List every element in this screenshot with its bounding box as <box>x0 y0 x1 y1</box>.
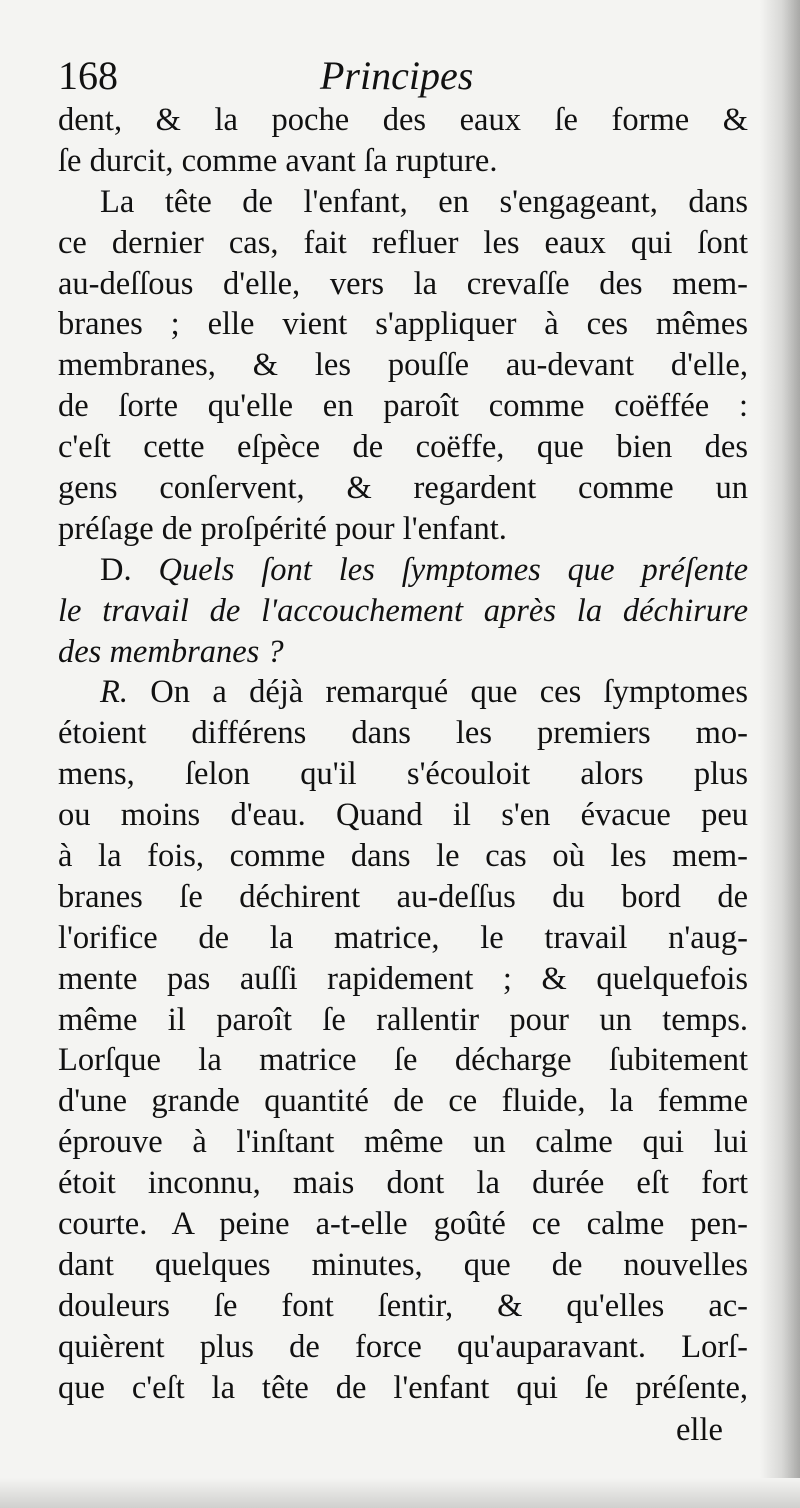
question-line: le travail de l'accouchement après la déchirure <box>58 592 748 629</box>
answer-line: douleurs ſe font ſentir, & qu'elles ac- <box>58 1287 748 1324</box>
answer-line: courte. A peine a-t-elle goûté ce calme pen- <box>58 1206 748 1243</box>
question-speaker: D. <box>100 551 132 588</box>
page-body <box>58 100 748 1409</box>
page-number: 168 <box>58 53 118 98</box>
answer-line: ou moins d'eau. Quand il s'en évacue peu <box>58 797 748 834</box>
text-line: membranes, & les pouſſe au-devant d'elle, <box>58 347 748 384</box>
catchword: elle <box>676 1412 723 1448</box>
page-edge-shadow <box>760 0 800 1508</box>
answer-line: étoient différens dans les premiers mo- <box>58 715 748 752</box>
answer-line: l'orifice de la matrice, le travail n'aug- <box>58 919 748 956</box>
answer-line <box>58 672 748 713</box>
text-line: préſage de proſpérité pour l'enfant. <box>58 510 507 547</box>
text-line: ce dernier cas, fait refluer les eaux qui ſont <box>58 224 748 261</box>
answer-line: mente pas auſſi rapidement ; & quelquefois <box>58 960 748 997</box>
answer-line: d'une grande quantité de ce fluide, la femme <box>58 1083 748 1120</box>
answer-line: branes ſe déchirent au-deſſus du bord de <box>58 878 748 915</box>
text-line: gens conſervent, & regardent comme un <box>58 470 748 507</box>
answer-text: On a déjà remarqué que ces ſymptomes <box>150 674 748 711</box>
text-line: c'eſt cette eſpèce de coëffe, que bien des <box>58 429 748 466</box>
answer-line: à la fois, comme dans le cas où les mem- <box>58 838 748 875</box>
running-title: Principes <box>320 53 474 98</box>
text-line: au-deſſous d'elle, vers la crevaſſe des mem- <box>58 265 748 302</box>
page-bottom-shadow <box>0 1478 800 1508</box>
text-line: branes ; elle vient s'appliquer à ces mêmes <box>58 306 748 343</box>
question-line: des membranes ? <box>58 633 284 670</box>
question-line <box>58 550 748 591</box>
answer-line: mens, ſelon qu'il s'écouloit alors plus <box>58 756 748 793</box>
page-header <box>58 46 748 106</box>
answer-line: quièrent plus de force qu'auparavant. Lorſ- <box>58 1328 748 1365</box>
text-line: ſe durcit, comme avant ſa rupture. <box>58 142 498 179</box>
question-text: Quels ſont les ſymptomes que préſente <box>158 551 749 588</box>
text-line: de ſorte qu'elle en paroît comme coëffée : <box>58 388 748 425</box>
answer-line: éprouve à l'inſtant même un calme qui lui <box>58 1124 748 1161</box>
text-line: dent, & la poche des eaux ſe forme & <box>58 102 748 138</box>
answer-speaker: R. <box>100 674 128 711</box>
answer-line: Lorſque la matrice ſe décharge ſubitement <box>58 1042 748 1079</box>
text-line: La tête de l'enfant, en s'engageant, dans <box>100 183 748 220</box>
answer-line: même il paroît ſe rallentir pour un temps. <box>58 1001 748 1038</box>
answer-line: que c'eſt la tête de l'enfant qui ſe préſente, <box>58 1369 748 1406</box>
answer-line: étoit inconnu, mais dont la durée eſt fort <box>58 1165 748 1202</box>
answer-line: dant quelques minutes, que de nouvelles <box>58 1246 748 1283</box>
